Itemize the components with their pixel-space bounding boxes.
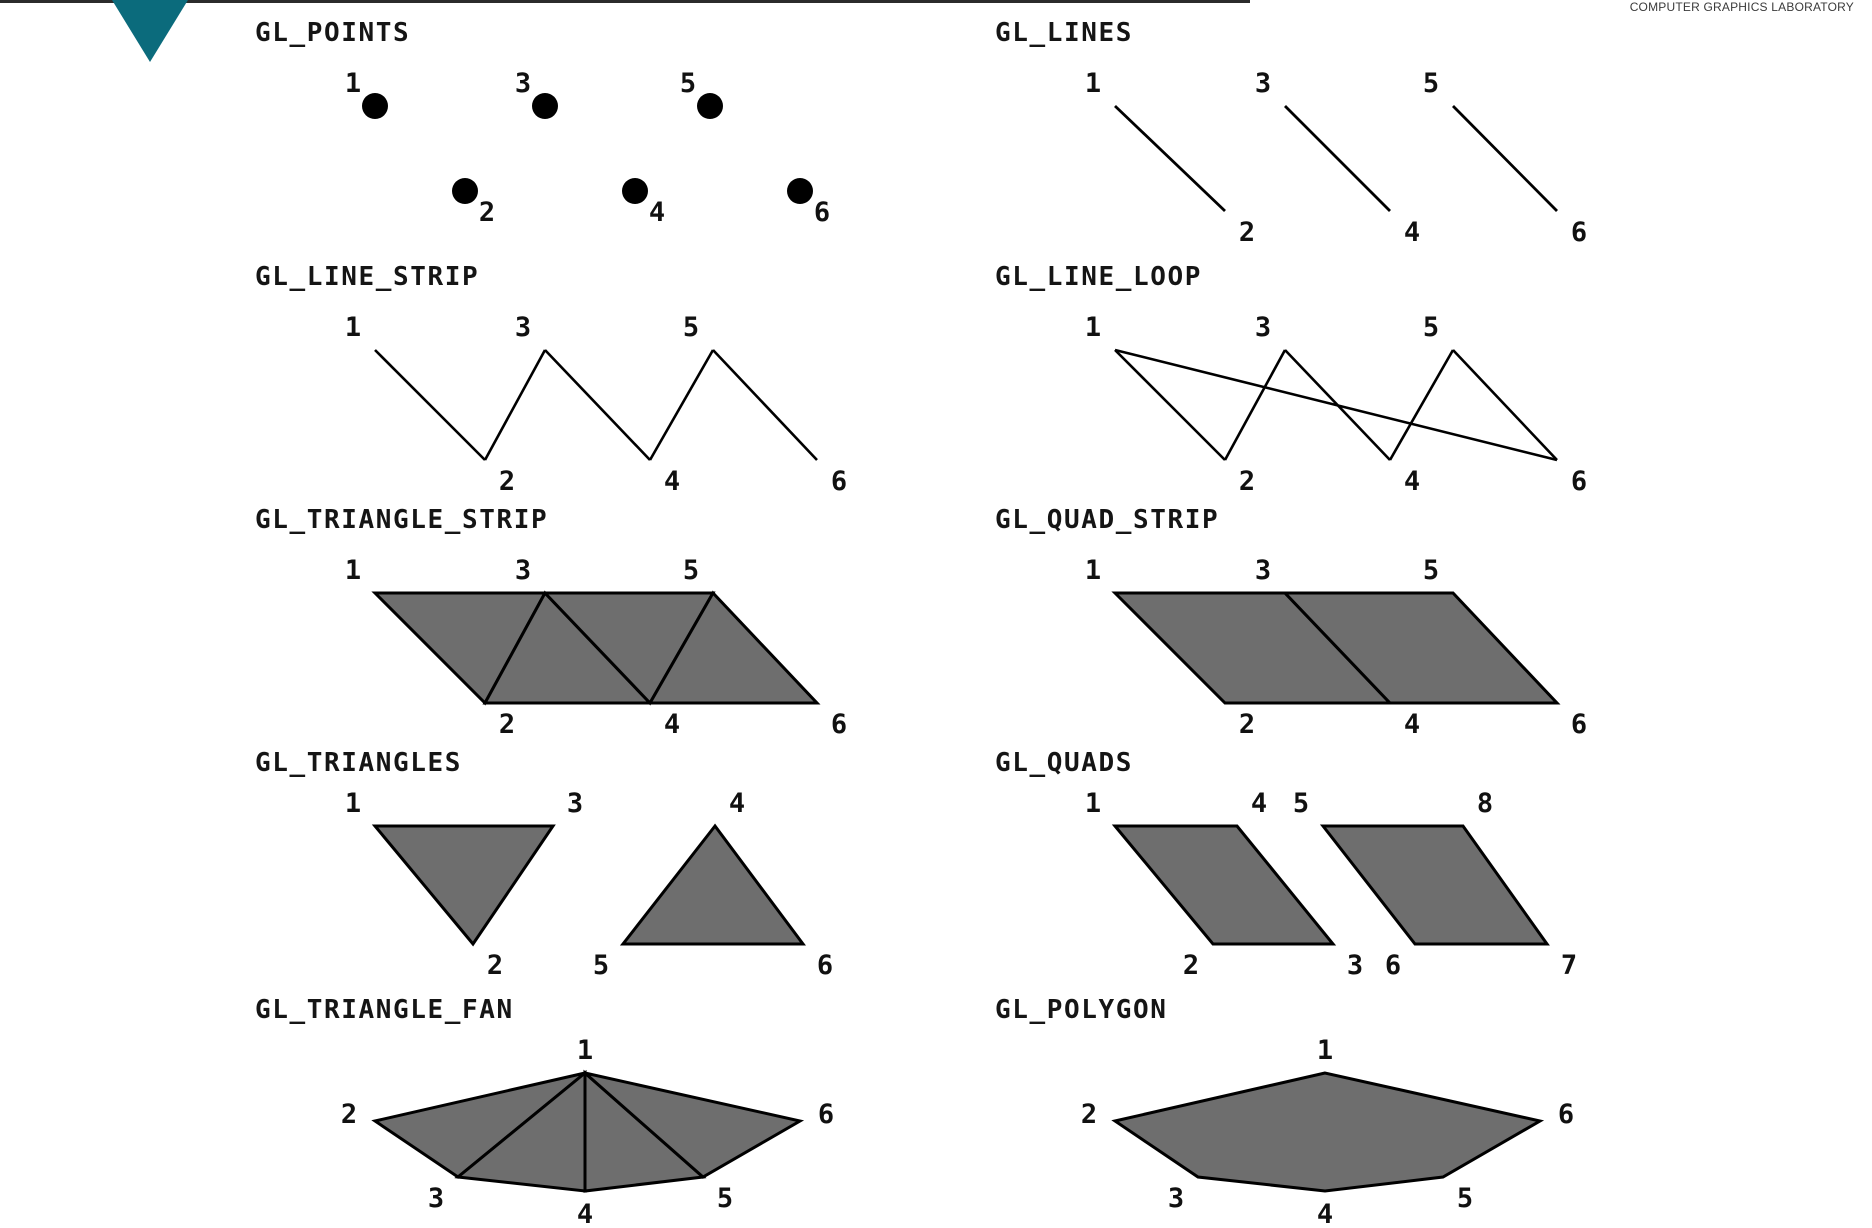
edge [1285,106,1390,211]
vertex-label: 5 [1456,1183,1474,1214]
edge [1115,106,1225,211]
vertex-label: 6 [830,466,848,497]
vertex-label: 1 [1084,555,1102,586]
face [1115,826,1333,944]
vertex-label: 2 [1238,466,1256,497]
panel-figure-gl-triangles [255,788,875,981]
face [375,826,553,944]
vertex-label: 2 [1238,217,1256,248]
vertex-label: 2 [1238,709,1256,740]
vertex-label: 2 [1080,1099,1098,1130]
panel-title-gl-triangle-strip: GL_TRIANGLE_STRIP [255,505,549,535]
edge [1453,350,1557,460]
panel-figure-gl-triangle-fan [255,1035,875,1228]
panel-title-gl-quad-strip: GL_QUAD_STRIP [995,505,1220,535]
panel-title-gl-lines: GL_LINES [995,18,1134,48]
vertex-label: 5 [679,68,697,99]
vertex-label: 1 [344,555,362,586]
vertex-label: 5 [716,1183,734,1214]
vertex-label: 2 [478,197,496,228]
edge [545,350,650,460]
vertex-label: 3 [1254,312,1272,343]
vertex-label: 1 [1084,68,1102,99]
panel-title-gl-points: GL_POINTS [255,18,411,48]
vertex-label: 3 [1254,555,1272,586]
vertex-label: 4 [576,1199,594,1228]
edge [375,350,485,460]
panel-title-gl-polygon: GL_POLYGON [995,995,1168,1025]
vertex-label: 6 [1557,1099,1575,1130]
vertex-label: 6 [816,950,834,981]
vertex-label: 3 [566,788,584,819]
vertex-label: 3 [514,312,532,343]
vertex-label: 2 [498,466,516,497]
vertex-point [787,178,813,204]
vertex-label: 4 [1403,217,1421,248]
vertex-point [697,93,723,119]
vertex-label: 1 [344,788,362,819]
vertex-label: 2 [498,709,516,740]
vertex-label: 6 [817,1099,835,1130]
vertex-label: 6 [830,709,848,740]
vertex-point [362,93,388,119]
vertex-label: 2 [340,1099,358,1130]
vertex-label: 3 [1167,1183,1185,1214]
panel-figure-gl-lines [995,66,1615,251]
vertex-label: 1 [576,1035,594,1066]
edge [1115,350,1225,460]
vertex-point [452,178,478,204]
edge [650,350,713,460]
panel-figure-gl-polygon [995,1035,1615,1228]
vertex-label: 8 [1476,788,1494,819]
vertex-label: 3 [427,1183,445,1214]
vertex-point [532,93,558,119]
vertex-label: 1 [344,68,362,99]
vertex-label: 3 [514,68,532,99]
face [1115,1073,1540,1191]
vertex-label: 1 [344,312,362,343]
vertex-label: 5 [682,312,700,343]
vertex-label: 1 [1316,1035,1334,1066]
edge [1225,350,1285,460]
vertex-label: 3 [1254,68,1272,99]
panel-title-gl-line-strip: GL_LINE_STRIP [255,262,480,292]
vertex-label: 4 [1403,466,1421,497]
vertex-label: 7 [1560,950,1578,981]
teal-triangle-decoration [112,0,188,62]
panel-figure-gl-quad-strip [995,553,1615,738]
vertex-label: 5 [1422,68,1440,99]
vertex-label: 4 [728,788,746,819]
panel-figure-gl-quads [995,788,1615,981]
panel-figure-gl-triangle-strip [255,553,875,738]
vertex-label: 6 [1570,466,1588,497]
vertex-label: 6 [1384,950,1402,981]
vertex-label: 5 [1422,312,1440,343]
panel-title-gl-triangles: GL_TRIANGLES [255,748,463,778]
vertex-label: 1 [1084,788,1102,819]
lab-label: COMPUTER GRAPHICS LABORATORY [1629,0,1854,14]
vertex-label: 4 [648,197,666,228]
vertex-label: 4 [663,709,681,740]
vertex-point [622,178,648,204]
vertex-label: 5 [1422,555,1440,586]
vertex-label: 4 [1316,1199,1334,1228]
vertex-label: 3 [514,555,532,586]
vertex-label: 5 [592,950,610,981]
panel-title-gl-quads: GL_QUADS [995,748,1134,778]
edge [485,350,545,460]
vertex-label: 4 [663,466,681,497]
panel-title-gl-triangle-fan: GL_TRIANGLE_FAN [255,995,514,1025]
vertex-label: 2 [1182,950,1200,981]
face [1323,826,1547,944]
panel-figure-gl-line-loop [995,310,1615,495]
vertex-label: 6 [1570,217,1588,248]
panel-title-gl-line-loop: GL_LINE_LOOP [995,262,1203,292]
vertex-label: 4 [1403,709,1421,740]
vertex-label: 5 [1292,788,1310,819]
vertex-label: 6 [813,197,831,228]
edge [713,350,817,460]
panel-figure-gl-points [255,66,875,251]
vertex-label: 3 [1346,950,1364,981]
edge [1453,106,1557,211]
vertex-label: 1 [1084,312,1102,343]
vertex-label: 5 [682,555,700,586]
edge [1390,350,1453,460]
vertex-label: 4 [1250,788,1268,819]
vertex-label: 2 [486,950,504,981]
panel-figure-gl-line-strip [255,310,875,495]
vertex-label: 6 [1570,709,1588,740]
edge [1115,350,1557,460]
face [623,826,803,944]
